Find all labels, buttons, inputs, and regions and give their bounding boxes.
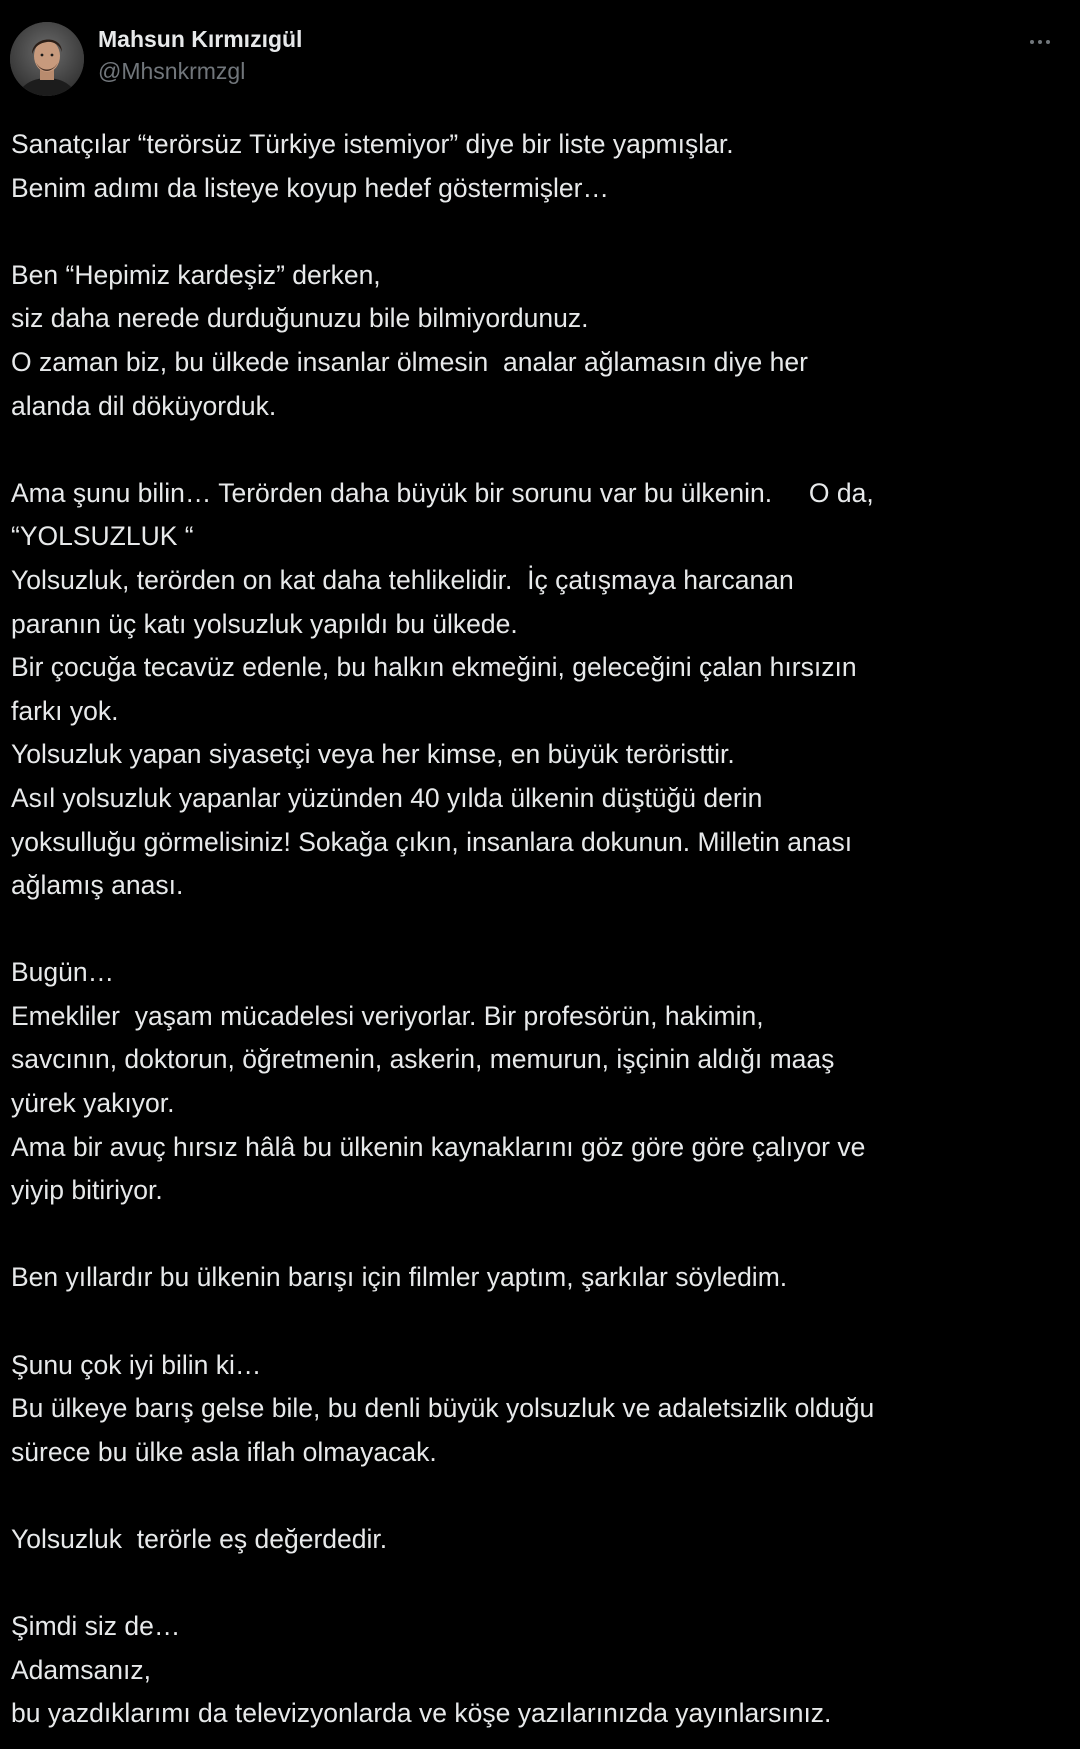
tweet-line: Ben yıllardır bu ülkenin barışı için filmler yaptım, şarkılar söyledim. bbox=[11, 1262, 788, 1293]
author-display-name[interactable]: Mahsun Kırmızıgül bbox=[98, 26, 303, 52]
tweet-line: Sanatçılar “terörsüz Türkiye istemiyor” diye bir liste yapmışlar. bbox=[11, 129, 734, 159]
tweet-line: Şimdi siz de… bbox=[11, 1611, 181, 1642]
tweet-line: farkı yok. bbox=[11, 695, 119, 726]
tweet-line: Ama şunu bilin… Terörden daha büyük bir sorunu var bu ülkenin. O da, bbox=[11, 477, 874, 508]
tweet-line: yürek yakıyor. bbox=[11, 1088, 175, 1119]
tweet-line: siz daha nerede durduğunuzu bile bilmiyordunuz. bbox=[11, 303, 589, 334]
tweet-text bbox=[11, 123, 1061, 1736]
blank-line bbox=[11, 1213, 1061, 1257]
tweet-line: paranın üç katı yolsuzluk yapıldı bu ülkede. bbox=[11, 608, 518, 639]
tweet-line: yiyip bitiriyor. bbox=[11, 1175, 163, 1206]
tweet-line: Ben “Hepimiz kardeşiz” derken, bbox=[11, 259, 381, 290]
tweet-line: Adamsanız, bbox=[11, 1654, 151, 1685]
avatar[interactable] bbox=[10, 22, 84, 96]
tweet-line: sürece bu ülke asla iflah olmayacak. bbox=[11, 1436, 437, 1467]
tweet-line: Emekliler yaşam mücadelesi veriyorlar. Bir profesörün, hakimin, bbox=[11, 1000, 764, 1031]
tweet-line: Bu ülkeye barış gelse bile, bu denli büyük yolsuzluk ve adaletsizlik olduğu bbox=[11, 1393, 875, 1424]
blank-line bbox=[11, 428, 1061, 472]
blank-line bbox=[11, 1562, 1061, 1606]
author-handle[interactable]: @Mhsnkrmzgl bbox=[98, 58, 246, 84]
tweet-line: alanda dil döküyorduk. bbox=[11, 390, 277, 421]
tweet-line: Şunu çok iyi bilin ki… bbox=[11, 1349, 262, 1380]
tweet-line: yoksulluğu görmelisiniz! Sokağa çıkın, insanlara dokunun. Milletin anası bbox=[11, 826, 853, 857]
tweet-header bbox=[10, 22, 1070, 98]
tweet-line: “YOLSUZLUK “ bbox=[11, 521, 194, 552]
tweet-line: bu yazdıklarımı da televizyonlarda ve köşe yazılarınızda yayınlarsınız. bbox=[11, 1698, 832, 1729]
tweet-line: Bir çocuğa tecavüz edenle, bu halkın ekmeğini, geleceğini çalan hırsızın bbox=[11, 652, 857, 683]
blank-line bbox=[11, 1474, 1061, 1518]
tweet-line: Yolsuzluk, terörden on kat daha tehlikelidir. İç çatışmaya harcanan bbox=[11, 564, 794, 595]
tweet-line: Asıl yolsuzluk yapanlar yüzünden 40 yılda ülkenin düştüğü derin bbox=[11, 782, 763, 813]
more-dot bbox=[1030, 40, 1034, 44]
tweet-line: Yolsuzluk terörle eş değerdedir. bbox=[11, 1524, 388, 1554]
more-horizontal-icon[interactable] bbox=[1022, 30, 1058, 54]
more-dot bbox=[1038, 40, 1042, 44]
tweet-line: O zaman biz, bu ülkede insanlar ölmesin analar ağlamasın diye her bbox=[11, 346, 808, 377]
blank-line bbox=[11, 908, 1061, 952]
blank-line bbox=[11, 1300, 1061, 1344]
tweet-line: Yolsuzluk yapan siyasetçi veya her kimse, en büyük teröristtir. bbox=[11, 739, 735, 770]
tweet-line: Bugün… bbox=[11, 957, 115, 988]
more-dot bbox=[1046, 40, 1050, 44]
blank-line bbox=[11, 210, 1061, 254]
tweet-line: Benim adımı da listeye koyup hedef göstermişler… bbox=[11, 172, 609, 203]
profile-photo-icon bbox=[10, 22, 84, 96]
tweet-line: ağlamış anası. bbox=[11, 870, 184, 901]
author-names bbox=[98, 24, 302, 88]
tweet-line: Ama bir avuç hırsız hâlâ bu ülkenin kaynaklarını göz göre göre çalıyor ve bbox=[11, 1131, 866, 1162]
tweet-line: savcının, doktorun, öğretmenin, askerin, memurun, işçinin aldığı maaş bbox=[11, 1044, 835, 1075]
